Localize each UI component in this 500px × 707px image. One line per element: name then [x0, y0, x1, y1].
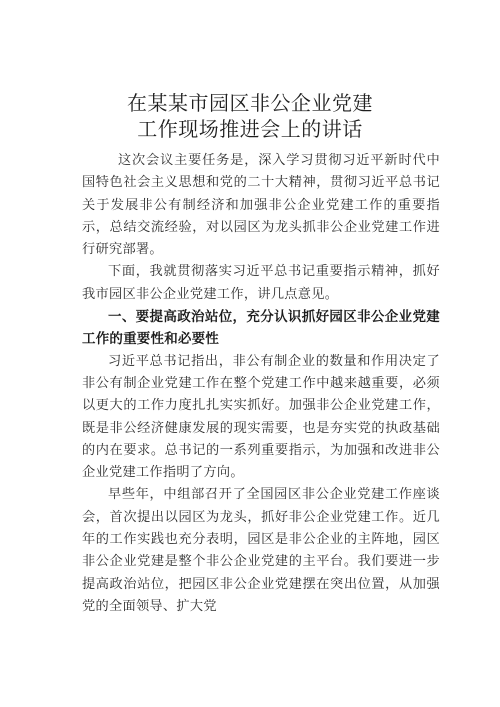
section-1-paragraph-1: 习近平总书记指出，非公有制企业的数量和作用决定了非公有制企业党建工作在整个党建工作中越来越重要，必须以更大的工作力度扎扎实实抓好。加强非公企业党建工作，既是非公经济健康发展的现实需要，也是夯实党的执政基础的内在要求。总书记的一系列重要指示，为加强和改进非公企业党建工作指明了方向。: [82, 353, 440, 481]
document-title-line-2: 工作现场推进会上的讲话: [137, 117, 363, 141]
intro-paragraph-2: 下面，我就贯彻落实习近平总书记重要指示精神，抓好我市园区非公企业党建工作，讲几点意见。: [82, 264, 440, 302]
section-1-paragraph-2: 早些年，中组部召开了全国园区非公企业党建工作座谈会，首次提出以园区为龙头，抓好非公企业党建工作。近几年的工作实践也充分表明，园区是非公企业的主阵地，园区非公企业党建是整个非公企业党建的主平台。我们要进一步提高政治站位，把园区非公企业党建摆在突出位置，从加强党的全面领导、扩大党: [82, 487, 440, 614]
intro-paragraph: 这次会议主要任务是，深入学习贯彻习近平新时代中国特色社会主义思想和党的二十大精神，贯彻习近平总书记关于发展非公有制经济和加强非公企业党建工作的重要指示，总结交流经验，对以园区为龙头抓非公企业党建工作进行研究部署。: [82, 153, 440, 258]
section-heading-1: 一、要提高政治站位，充分认识抓好园区非公企业党建工作的重要性和必要性: [82, 309, 440, 348]
document-body: [82, 150, 440, 618]
document-title-line-1: 在某某市园区非公企业党建: [127, 91, 373, 115]
